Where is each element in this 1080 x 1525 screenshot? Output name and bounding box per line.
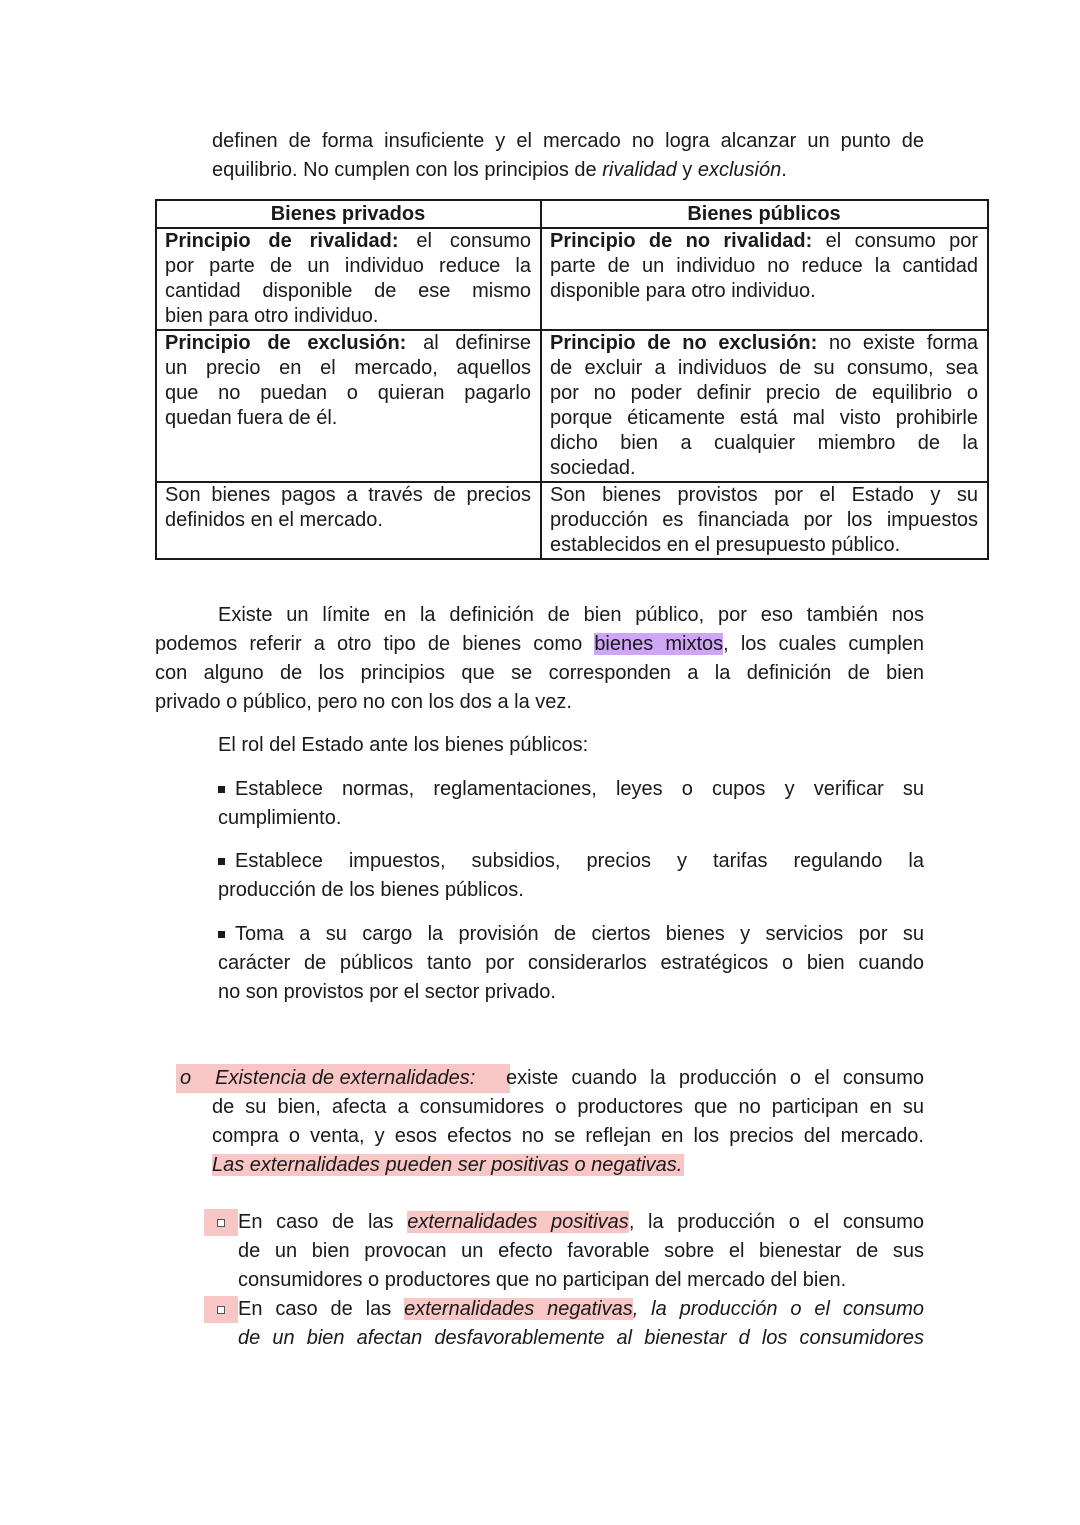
state-bullet-1 [218, 775, 924, 804]
cell-private-payment [156, 482, 541, 559]
positive-line-3: consumidores o productores que no participan del mercado del bien. [238, 1269, 847, 1291]
cell-text: sociedad. [550, 457, 636, 479]
header-private-goods: Bienes privados [156, 200, 541, 228]
table-row [156, 228, 988, 330]
table-header-row [156, 200, 988, 228]
cell-text: por no poder definir precio de equilibrio o [550, 382, 978, 404]
sub-bullet-marker [204, 1296, 238, 1323]
state-bullet-3 [218, 920, 924, 949]
mixed-line-2 [155, 630, 924, 659]
intro-line-1: definen de forma insuficiente y el mercado no logra alcanzar un punto de [212, 130, 924, 152]
highlight-mixed-goods: bienes mixtos [594, 633, 724, 655]
cell-text: quedan fuera de él. [165, 407, 338, 429]
cell-text: un precio en el mercado, aquellos [165, 357, 531, 379]
positive-text: , la producción o el consumo [628, 1211, 924, 1233]
state-bullet-2-cont: producción de los bienes públicos. [218, 879, 524, 901]
cell-rivalry [156, 228, 541, 330]
cell-text: bien para otro individuo. [165, 305, 379, 327]
square-bullet-icon [218, 858, 225, 865]
cell-text: el consumo [398, 230, 531, 252]
exclusion-title: Principio de exclusión: [165, 332, 407, 354]
cell-text: Son bienes pagos a través de precios [165, 484, 531, 506]
rivalry-title: Principio de rivalidad: [165, 230, 399, 252]
cell-text: definidos en el mercado. [165, 509, 383, 531]
externalities-line-2: de su bien, afecta a consumidores o productores que no participan en su [212, 1096, 924, 1118]
mixed-text: podemos referir a otro tipo de bienes como [155, 633, 595, 655]
state-bullet-2 [218, 847, 924, 876]
cell-text: de excluir a individuos de su consumo, sea [550, 357, 978, 379]
mixed-line-3: con alguno de los principios que se corresponden a la definición de bien [155, 662, 924, 684]
table-row [156, 330, 988, 482]
state-bullet-3-cont: no son provistos por el sector privado. [218, 981, 556, 1003]
state-bullet-1-cont: cumplimiento. [218, 807, 342, 829]
highlight-negative-externalities: externalidades negativas [404, 1298, 633, 1320]
cell-text: porque éticamente está mal visto prohibirle [550, 407, 978, 429]
mixed-line-1: Existe un límite en la definición de bien público, por eso también nos [218, 604, 924, 626]
square-bullet-icon [218, 931, 225, 938]
cell-text: disponible para otro individuo. [550, 280, 816, 302]
cell-text: Son bienes provistos por el Estado y su [550, 484, 978, 506]
negative-line-2: de un bien afectan desfavorablemente al bienestar d los consumidores [238, 1327, 924, 1349]
header-public-goods: Bienes públicos [541, 200, 988, 228]
externalities-line-1: existe cuando la producción o el consumo [506, 1067, 924, 1089]
cell-public-provision [541, 482, 988, 559]
table-row [156, 482, 988, 559]
cell-non-rivalry [541, 228, 988, 330]
list-marker-o: o [180, 1067, 192, 1089]
positive-text: En caso de las [238, 1211, 408, 1233]
intro-text-end: . [781, 159, 787, 181]
externalities-title-highlight [176, 1064, 510, 1093]
sub-bullet-marker [204, 1209, 238, 1236]
negative-text: , la producción o el consumo [632, 1298, 925, 1320]
non-rivalry-title: Principio de no rivalidad: [550, 230, 813, 252]
cell-text: producción es financiada por los impuestos [550, 509, 978, 531]
term-rivalidad: rivalidad [602, 159, 677, 181]
cell-text: dicho bien a cualquier miembro de la [550, 432, 978, 454]
state-bullet-3-cont: carácter de públicos tanto por considerarlos estratégicos o bien cuando [218, 952, 924, 974]
positive-line-1 [238, 1208, 924, 1237]
cell-text: no existe forma [817, 332, 978, 354]
externalities-line-3: compra o venta, y esos efectos no se reflejan en los precios del mercado. [212, 1125, 924, 1147]
non-exclusion-title: Principio de no exclusión: [550, 332, 818, 354]
mixed-text: , los cuales cumplen [723, 633, 925, 655]
highlight-positive-externalities: externalidades positivas [407, 1211, 629, 1233]
negative-line-1 [238, 1295, 924, 1324]
cell-text: al definirse [406, 332, 531, 354]
cell-text: el consumo por [812, 230, 978, 252]
hollow-square-bullet-icon [217, 1306, 225, 1314]
highlight-externalities-types: Las externalidades pueden ser positivas o negativas. [212, 1154, 683, 1176]
cell-exclusion [156, 330, 541, 482]
negative-text: En caso de las [238, 1298, 405, 1320]
intro-text: equilibrio. No cumplen con los principios de [212, 159, 603, 181]
externalities-line-4 [212, 1151, 684, 1180]
mixed-line-4: privado o público, pero no con los dos a la vez. [155, 691, 572, 713]
square-bullet-icon [218, 786, 225, 793]
cell-text: establecidos en el presupuesto público. [550, 534, 901, 556]
intro-text-y: y [676, 159, 698, 181]
hollow-square-bullet-icon [217, 1219, 225, 1227]
state-heading: El rol del Estado ante los bienes públicos: [218, 734, 589, 756]
bullet-text: Establece normas, reglamentaciones, leyes o cupos y verificar su [235, 778, 924, 800]
intro-line-2 [212, 156, 924, 185]
cell-text: cantidad disponible de ese mismo [165, 280, 531, 302]
bullet-text: Establece impuestos, subsidios, precios y tarifas regulando la [235, 850, 924, 872]
goods-comparison-table [155, 199, 989, 560]
cell-text: que no puedan o quieran pagarlo [165, 382, 531, 404]
cell-text: por parte de un individuo reduce la [165, 255, 531, 277]
cell-non-exclusion [541, 330, 988, 482]
bullet-text: Toma a su cargo la provisión de ciertos bienes y servicios por su [235, 923, 924, 945]
externalities-title: Existencia de externalidades: [215, 1067, 476, 1089]
term-exclusion: exclusión [697, 159, 782, 181]
cell-text: parte de un individuo no reduce la cantidad [550, 255, 978, 277]
positive-line-2: de un bien provocan un efecto favorable sobre el bienestar de sus [238, 1240, 924, 1262]
